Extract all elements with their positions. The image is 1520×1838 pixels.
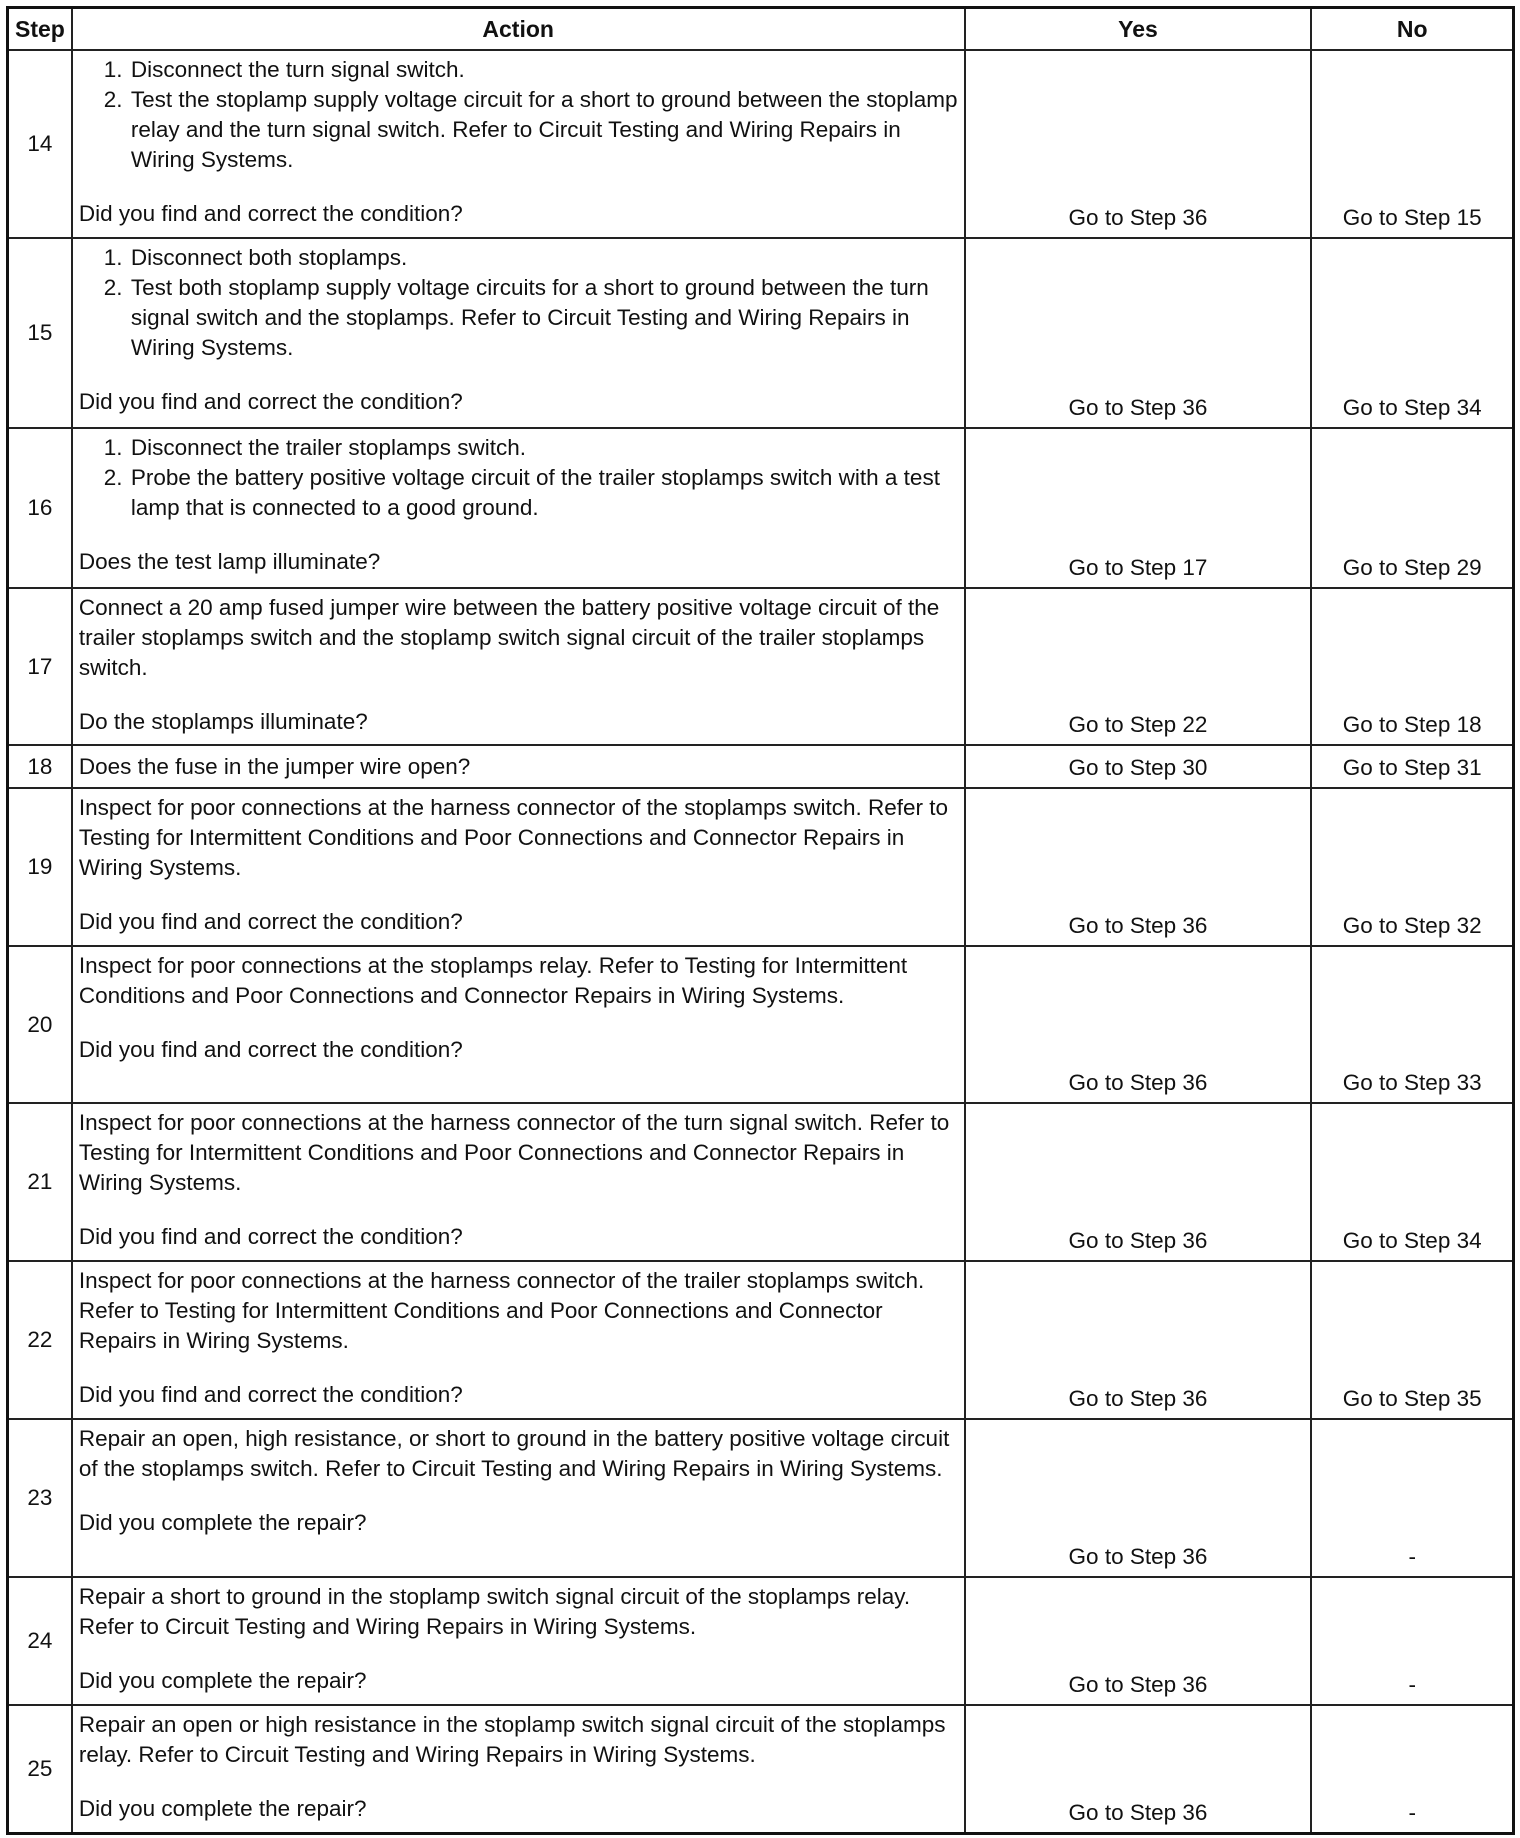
action-question: Does the fuse in the jumper wire open?	[78, 753, 471, 779]
action-question: Did you find and correct the condition?	[78, 909, 463, 934]
spacer	[79, 883, 958, 907]
no-result: -	[1311, 1419, 1513, 1577]
table-row	[8, 50, 1514, 238]
table-row	[8, 1261, 1514, 1419]
action-cell	[72, 946, 965, 1103]
yes-result: Go to Step 30	[965, 745, 1312, 788]
action-question: Does the test lamp illuminate?	[78, 549, 381, 574]
yes-result: Go to Step 36	[965, 238, 1312, 428]
action-cell	[72, 428, 965, 588]
step-number: 25	[8, 1705, 72, 1833]
header-row	[8, 8, 1514, 51]
no-result: Go to Step 35	[1311, 1261, 1513, 1419]
no-result: Go to Step 32	[1311, 788, 1513, 946]
action-text: Inspect for poor connections at the stoplamps relay. Refer to Testing for Intermittent Conditions and Poor Connections and Connector Repairs in Wiring Systems.	[78, 953, 908, 1008]
action-steps-list	[79, 433, 958, 523]
action-question: Do the stoplamps illuminate?	[78, 709, 368, 734]
action-step-item: 1. Disconnect the turn signal switch.	[129, 55, 958, 85]
action-question: Did you complete the repair?	[78, 1510, 367, 1535]
no-result: Go to Step 29	[1311, 428, 1513, 588]
action-steps-list	[79, 243, 958, 363]
action-question: Did you find and correct the condition?	[78, 1037, 463, 1062]
step-number: 15	[8, 238, 72, 428]
action-question: Did you find and correct the condition?	[78, 389, 463, 414]
action-cell	[72, 588, 965, 745]
action-cell	[72, 745, 965, 788]
yes-result: Go to Step 36	[965, 1705, 1312, 1833]
action-text: Inspect for poor connections at the harness connector of the stoplamps switch. Refer to Testing for Intermittent Conditions and Poor Connections and Connector Repairs in Wiring Systems.	[78, 795, 949, 880]
action-step-item: 2. Probe the battery positive voltage circuit of the trailer stoplamps switch with a test lamp that is connected to a good ground.	[129, 463, 958, 523]
no-result: Go to Step 15	[1311, 50, 1513, 238]
header-step: Step	[8, 8, 72, 51]
step-number: 21	[8, 1103, 72, 1261]
action-step-item: 1. Disconnect both stoplamps.	[129, 243, 958, 273]
yes-result: Go to Step 22	[965, 588, 1312, 745]
action-cell	[72, 1577, 965, 1705]
spacer	[79, 175, 958, 199]
table-row	[8, 588, 1514, 745]
table-row	[8, 946, 1514, 1103]
action-text: Repair a short to ground in the stoplamp switch signal circuit of the stoplamps relay. Refer to Circuit Testing and Wiring Repairs in Wiring Systems.	[78, 1584, 911, 1639]
spacer	[79, 363, 958, 387]
table-row	[8, 1419, 1514, 1577]
action-steps-list	[79, 55, 958, 175]
action-step-item: 2. Test both stoplamp supply voltage circuits for a short to ground between the turn signal switch and the stoplamps. Refer to Circuit Testing and Wiring Repairs in Wiring Systems.	[129, 273, 958, 363]
no-result: -	[1311, 1705, 1513, 1833]
header-no: No	[1311, 8, 1513, 51]
step-number: 18	[8, 745, 72, 788]
action-step-item: 1. Disconnect the trailer stoplamps switch.	[129, 433, 958, 463]
action-cell	[72, 788, 965, 946]
spacer	[79, 523, 958, 547]
table-row	[8, 428, 1514, 588]
table-row	[8, 1705, 1514, 1833]
diagnostic-table	[6, 6, 1515, 1835]
step-number: 22	[8, 1261, 72, 1419]
no-result: Go to Step 34	[1311, 238, 1513, 428]
yes-result: Go to Step 36	[965, 1419, 1312, 1577]
action-question: Did you find and correct the condition?	[78, 201, 463, 226]
step-number: 17	[8, 588, 72, 745]
no-result: Go to Step 33	[1311, 946, 1513, 1103]
header-action: Action	[72, 8, 965, 51]
action-cell	[72, 1705, 965, 1833]
action-question: Did you find and correct the condition?	[78, 1224, 463, 1249]
spacer	[79, 1198, 958, 1222]
yes-result: Go to Step 36	[965, 50, 1312, 238]
yes-result: Go to Step 36	[965, 946, 1312, 1103]
table-body	[8, 50, 1514, 1833]
step-number: 20	[8, 946, 72, 1103]
step-number: 16	[8, 428, 72, 588]
table-row	[8, 238, 1514, 428]
spacer	[79, 1770, 958, 1794]
yes-result: Go to Step 17	[965, 428, 1312, 588]
action-cell	[72, 1419, 965, 1577]
action-text: Repair an open or high resistance in the stoplamp switch signal circuit of the stoplamps relay. Refer to Circuit Testing and Wiring Repairs in Wiring Systems.	[78, 1712, 946, 1767]
yes-result: Go to Step 36	[965, 1103, 1312, 1261]
table-row	[8, 788, 1514, 946]
step-number: 24	[8, 1577, 72, 1705]
action-text: Connect a 20 amp fused jumper wire between the battery positive voltage circuit of the trailer stoplamps switch and the stoplamp switch signal circuit of the trailer stoplamps switch.	[78, 595, 940, 680]
spacer	[79, 1484, 958, 1508]
action-cell	[72, 238, 965, 428]
action-step-item: 2. Test the stoplamp supply voltage circuit for a short to ground between the stoplamp relay and the turn signal switch. Refer to Circuit Testing and Wiring Repairs in Wiring Systems.	[129, 85, 958, 175]
no-result: Go to Step 34	[1311, 1103, 1513, 1261]
header-yes: Yes	[965, 8, 1312, 51]
action-question: Did you complete the repair?	[78, 1796, 367, 1821]
table-row	[8, 1577, 1514, 1705]
yes-result: Go to Step 36	[965, 788, 1312, 946]
spacer	[79, 683, 958, 707]
step-number: 23	[8, 1419, 72, 1577]
yes-result: Go to Step 36	[965, 1577, 1312, 1705]
action-text: Inspect for poor connections at the harness connector of the trailer stoplamps switch. Refer to Testing for Intermittent Conditions and Poor Connections and Connector Repairs in Wiring Systems.	[78, 1268, 925, 1353]
action-cell	[72, 1103, 965, 1261]
no-result: Go to Step 18	[1311, 588, 1513, 745]
table-row	[8, 745, 1514, 788]
no-result: Go to Step 31	[1311, 745, 1513, 788]
spacer	[79, 1642, 958, 1666]
action-cell	[72, 50, 965, 238]
step-number: 19	[8, 788, 72, 946]
action-text: Inspect for poor connections at the harness connector of the turn signal switch. Refer to Testing for Intermittent Conditions and Poor Connections and Connector Repairs in Wiring Systems.	[78, 1110, 950, 1195]
action-cell	[72, 1261, 965, 1419]
action-text: Repair an open, high resistance, or short to ground in the battery positive voltage circuit of the stoplamps switch. Refer to Circuit Testing and Wiring Repairs in Wiring Systems.	[78, 1426, 950, 1481]
action-question: Did you find and correct the condition?	[78, 1382, 463, 1407]
yes-result: Go to Step 36	[965, 1261, 1312, 1419]
spacer	[79, 1011, 958, 1035]
table-row	[8, 1103, 1514, 1261]
spacer	[79, 1356, 958, 1380]
no-result: -	[1311, 1577, 1513, 1705]
step-number: 14	[8, 50, 72, 238]
action-question: Did you complete the repair?	[78, 1668, 367, 1693]
